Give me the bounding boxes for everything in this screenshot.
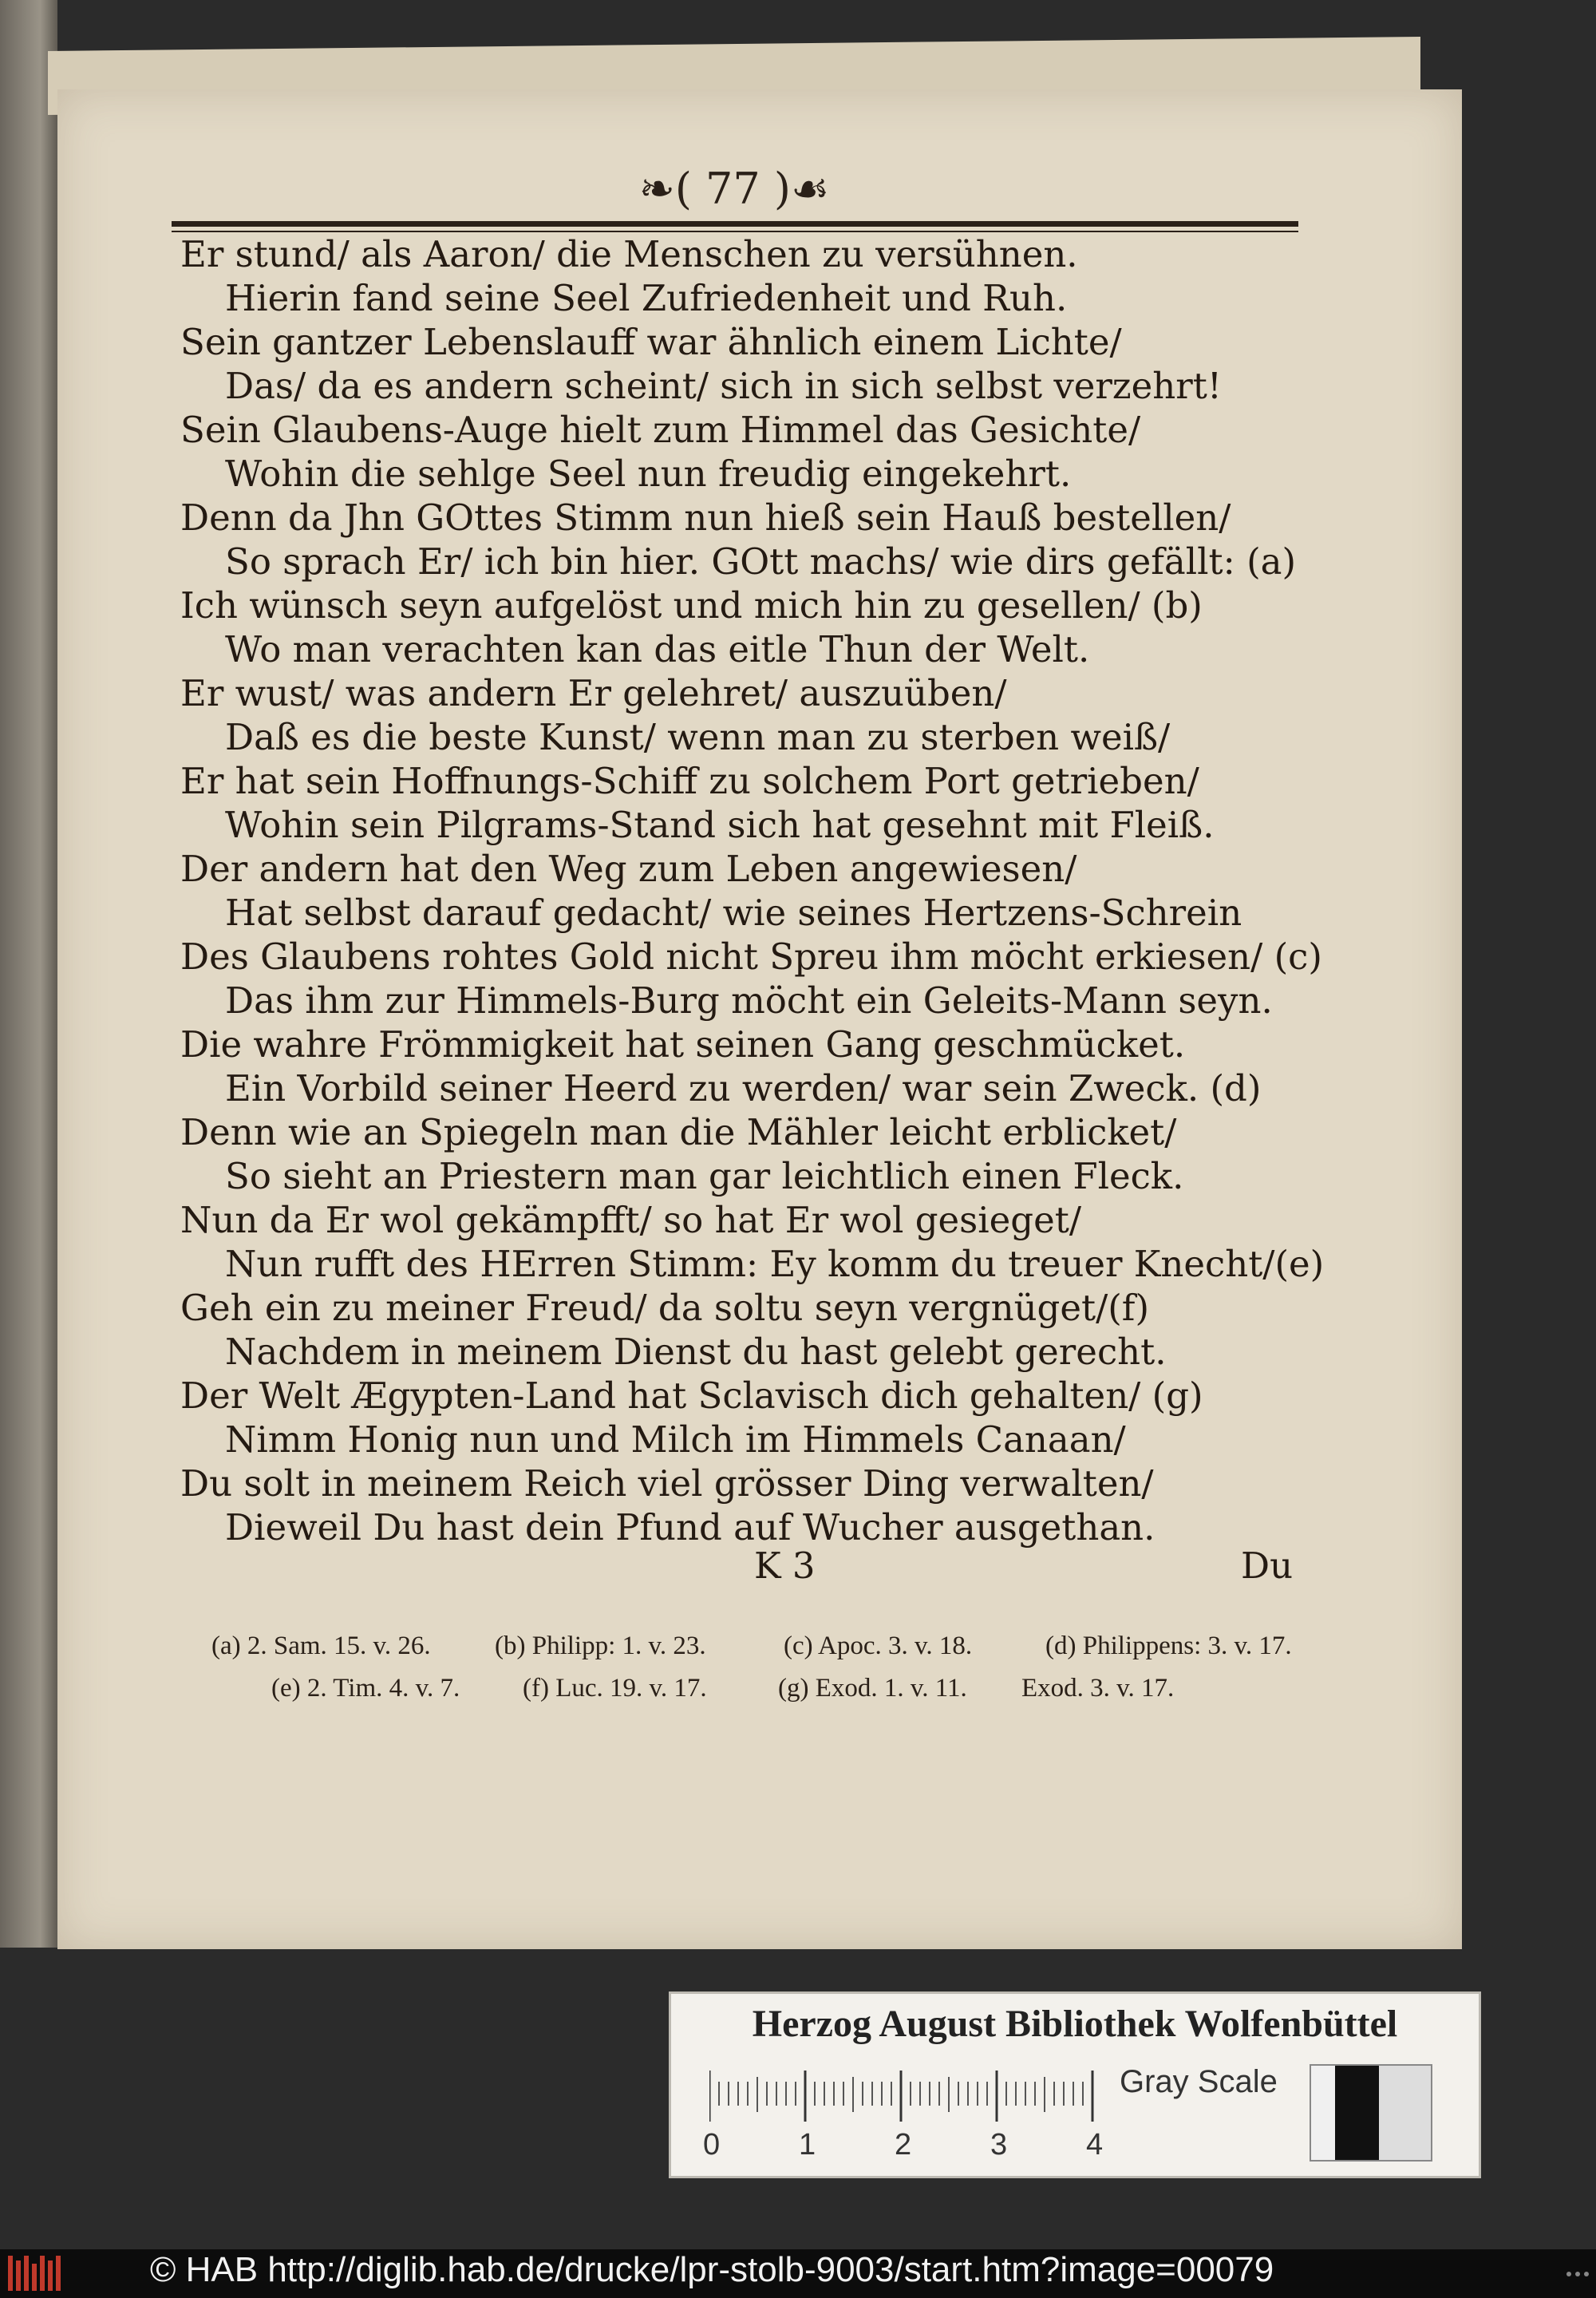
header-rule-thick [172, 221, 1298, 227]
page-header: ❧( 77 )☙ [638, 164, 830, 214]
gray-patch-group [1310, 2064, 1432, 2162]
verse-line: Er hat sein Hoffnungs-Schiff zu solchem Port getrieben/ [180, 760, 1199, 802]
verse-line: Wo man verachten kan das eitle Thun der Welt. [225, 628, 1090, 670]
catchword: Du [1241, 1545, 1294, 1587]
verse-line: Denn da Jhn GOttes Stimm nun hieß sein Hauß bestellen/ [180, 496, 1231, 539]
gray-patch-black [1335, 2066, 1379, 2160]
verse-line: Des Glaubens rohtes Gold nicht Spreu ihm möcht erkiesen/ (c) [180, 935, 1322, 978]
verse-line: Wohin die sehlge Seel nun freudig eingekehrt. [225, 453, 1072, 495]
verse-line: Er stund/ als Aaron/ die Menschen zu versühnen. [180, 233, 1078, 275]
footnote: (c) Apoc. 3. v. 18. [784, 1632, 973, 1660]
ruler-scale [709, 2066, 1140, 2130]
ruler-tick-label: 4 [1086, 2128, 1104, 2162]
footnote: (a) 2. Sam. 15. v. 26. [211, 1632, 431, 1660]
verse-line: Geh ein zu meiner Freud/ da soltu seyn vergnüget/(f) [180, 1287, 1150, 1329]
ruler-tick-label: 3 [990, 2128, 1008, 2162]
verse-line: Hat selbst darauf gedacht/ wie seines Hertzens-Schrein [225, 892, 1242, 934]
verse-line: Hierin fand seine Seel Zufriedenheit und Ruh. [225, 277, 1068, 319]
verse-line: Sein gantzer Lebenslauff war ähnlich einem Lichte/ [180, 321, 1122, 363]
verse-line: Daß es die beste Kunst/ wenn man zu sterben weiß/ [225, 716, 1171, 758]
verse-line: Du solt in meinem Reich viel grösser Ding verwalten/ [180, 1462, 1154, 1505]
verse-line: Er wust/ was andern Er gelehret/ auszuüben/ [180, 672, 1007, 714]
verse-line: Wohin sein Pilgrams-Stand sich hat gesehnt mit Fleiß. [225, 804, 1215, 846]
footnote: (g) Exod. 1. v. 11. [778, 1674, 967, 1703]
verse-line: Nun da Er wol gekämpfft/ so hat Er wol gesieget/ [180, 1199, 1081, 1241]
library-name: Herzog August Bibliothek Wolfenbüttel [752, 2003, 1398, 2045]
ruler-tick-label: 2 [895, 2128, 912, 2162]
signature-mark: K 3 [754, 1545, 816, 1587]
verse-line: Nachdem in meinem Dienst du hast gelebt gerecht. [225, 1331, 1167, 1373]
verse-line: Nimm Honig nun und Milch im Himmels Canaan/ [225, 1418, 1126, 1461]
verse-line: Das ihm zur Himmels-Burg möcht ein Geleits-Mann seyn. [225, 979, 1273, 1022]
verse-line: So sieht an Priestern man gar leichtlich einen Fleck. [225, 1155, 1184, 1197]
adjacent-page-edge [0, 0, 57, 1948]
footnote: (e) 2. Tim. 4. v. 7. [271, 1674, 460, 1703]
header-rule-thin [172, 231, 1298, 232]
gray-patch-light [1379, 2066, 1431, 2160]
gray-patch-white [1311, 2066, 1335, 2160]
verse-line: Der Welt Ægypten-Land hat Sclavisch dich gehalten/ (g) [180, 1374, 1203, 1417]
verse-line: Denn wie an Spiegeln man die Mähler leicht erblicket/ [180, 1111, 1177, 1153]
footer-url[interactable]: © HAB http://diglib.hab.de/drucke/lpr-stolb-9003/start.htm?image=00079 [150, 2250, 1274, 2289]
footnote: Exod. 3. v. 17. [1021, 1674, 1175, 1703]
verse-line: Sein Glaubens-Auge hielt zum Himmel das Gesichte/ [180, 409, 1141, 451]
hab-logo-icon [6, 2253, 67, 2294]
verse-line: Ich wünsch seyn aufgelöst und mich hin zu gesellen/ (b) [180, 584, 1203, 627]
ruler-tick-label: 1 [799, 2128, 816, 2162]
footnote: (b) Philipp: 1. v. 23. [495, 1632, 706, 1660]
library-scale-card [669, 1991, 1481, 2178]
footnote: (d) Philippens: 3. v. 17. [1045, 1632, 1292, 1660]
verse-line: Ein Vorbild seiner Heerd zu werden/ war sein Zweck. (d) [225, 1067, 1262, 1109]
verse-line: Dieweil Du hast dein Pfund auf Wucher ausgethan. [225, 1506, 1156, 1548]
gray-scale-label: Gray Scale [1120, 2064, 1278, 2099]
ruler-tick-label: 0 [703, 2128, 721, 2162]
footnote: (f) Luc. 19. v. 17. [523, 1674, 707, 1703]
more-icon [1566, 2269, 1590, 2279]
verse-line: So sprach Er/ ich bin hier. GOtt machs/ wie dirs gefällt: (a) [225, 540, 1297, 583]
verse-line: Das/ da es andern scheint/ sich in sich selbst verzehrt! [225, 365, 1222, 407]
verse-line: Der andern hat den Weg zum Leben angewiesen/ [180, 848, 1077, 890]
verse-line: Die wahre Frömmigkeit hat seinen Gang geschmücket. [180, 1023, 1186, 1066]
verse-line: Nun rufft des HErren Stimm: Ey komm du treuer Knecht/(e) [225, 1243, 1325, 1285]
